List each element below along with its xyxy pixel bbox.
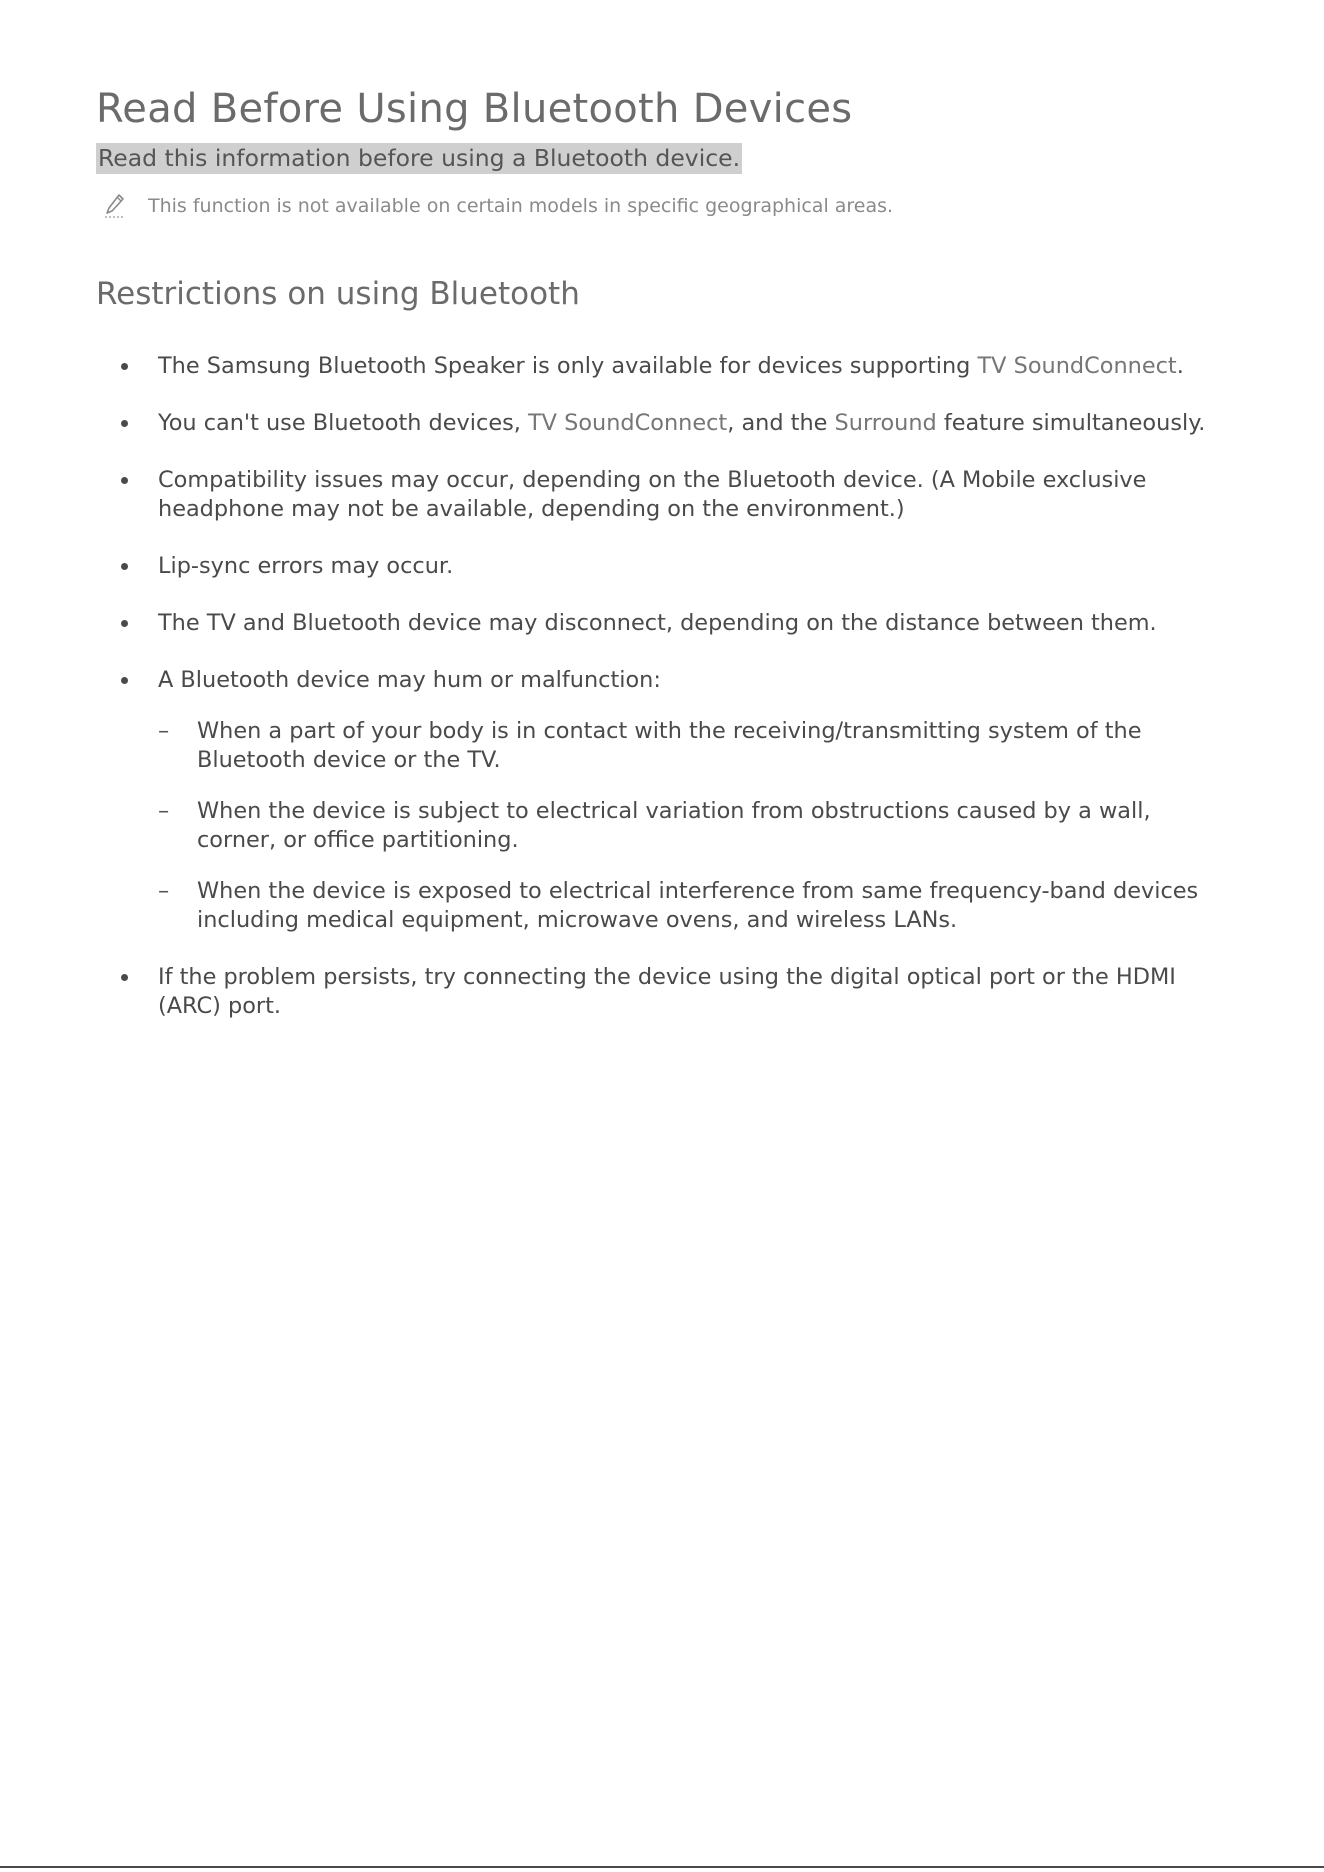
bullet-icon [121,677,128,684]
subitem-text: When a part of your body is in contact with the receiving/transmitting system of the Bluetooth device or the TV. [197,718,1142,773]
item-text: The Samsung Bluetooth Speaker is only available for devices supporting [158,353,978,379]
bullet-icon [121,974,128,981]
malfunction-sublist [158,717,1228,935]
item-text: If the problem persists, try connecting the device using the digital optical port or the HDMI (ARC) port. [158,964,1176,1019]
bullet-icon [121,620,128,627]
pencil-icon [104,193,126,219]
subitem-text: When the device is subject to electrical variation from obstructions caused by a wall, corner, or office partitioning. [197,798,1151,853]
item-text: feature simultaneously. [936,410,1206,436]
item-text: A Bluetooth device may hum or malfunction: [158,667,661,693]
bullet-icon [121,477,128,484]
highlight-term: Surround [834,410,937,436]
list-item [118,409,1228,438]
item-text: You can't use Bluetooth devices, [158,410,528,436]
sublist-item [158,797,1228,855]
item-text: , and the [727,410,835,436]
item-text: The TV and Bluetooth device may disconnect, depending on the distance between them. [158,610,1157,636]
note-text: This function is not available on certain models in specific geographical areas. [148,195,894,217]
list-item [118,352,1228,381]
restrictions-list [118,352,1228,1049]
subitem-text: When the device is exposed to electrical interference from same frequency-band devices including medical equipment, microwave ovens, and wireless LANs. [197,878,1199,933]
list-item [118,466,1228,524]
highlight-term: TV SoundConnect [977,353,1177,379]
sublist-item [158,717,1228,775]
item-text: . [1176,353,1184,379]
sublist-item [158,877,1228,935]
section-title: Restrictions on using Bluetooth [96,276,580,312]
list-item [118,963,1228,1021]
bullet-icon [121,363,128,370]
dash-icon: – [158,878,170,904]
page-subtitle-highlighted: Read this information before using a Bluetooth device. [98,144,741,172]
list-item [118,609,1228,638]
footer-divider [0,1866,1324,1868]
page-title: Read Before Using Bluetooth Devices [96,86,853,132]
bullet-icon [121,420,128,427]
bullet-icon [121,563,128,570]
list-item [118,666,1228,935]
highlight-term: TV SoundConnect [528,410,728,436]
dash-icon: – [158,798,170,824]
item-text: Lip-sync errors may occur. [158,553,454,579]
dash-icon: – [158,718,170,744]
list-item [118,552,1228,581]
item-text: Compatibility issues may occur, depending on the Bluetooth device. (A Mobile exclusive headphone may not be available, depending on the environment.) [158,467,1147,522]
note [104,193,893,219]
